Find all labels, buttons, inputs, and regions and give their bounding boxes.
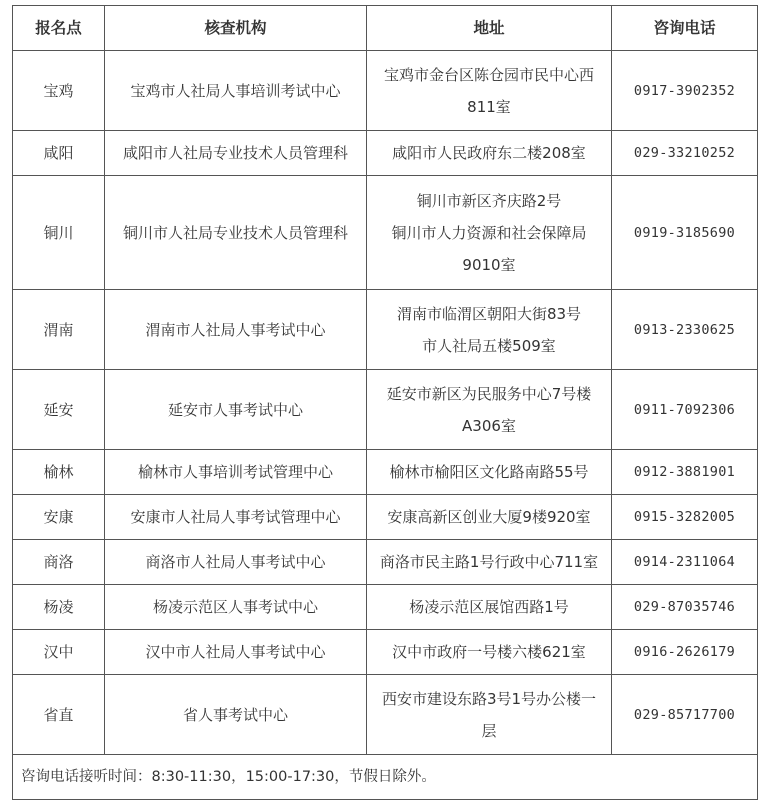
address-cell	[367, 630, 612, 675]
org-cell: 榆林市人事培训考试管理中心	[105, 450, 367, 495]
address-line: 铜川市新区齐庆路2号	[416, 191, 562, 210]
address-line: 铜川市人力资源和社会保障局	[391, 223, 587, 242]
org-cell: 杨凌示范区人事考试中心	[105, 585, 367, 630]
phone-cell: 0913-2330625	[612, 290, 758, 370]
site-cell: 咸阳	[13, 131, 105, 176]
phone-cell: 0911-7092306	[612, 370, 758, 450]
phone-cell: 0919-3185690	[612, 176, 758, 290]
phone-cell: 029-85717700	[612, 675, 758, 755]
header-org: 核查机构	[105, 6, 367, 51]
address-cell	[367, 131, 612, 176]
table-row	[13, 495, 758, 540]
org-cell: 安康市人社局人事考试管理中心	[105, 495, 367, 540]
hotline-hours-note: 咨询电话接听时间：8:30-11:30，15:00-17:30，节假日除外。	[13, 755, 758, 800]
header-address: 地址	[367, 6, 612, 51]
address-line: 安康高新区创业大厦9楼920室	[387, 508, 591, 526]
address-line: 延安市新区为民服务中心7号楼	[386, 384, 592, 403]
table-header-row	[13, 6, 758, 51]
org-cell: 汉中市人社局人事考试中心	[105, 630, 367, 675]
address-line: 西安市建设东路3号1号办公楼一	[381, 689, 597, 708]
site-cell: 宝鸡	[13, 51, 105, 131]
address-cell	[367, 495, 612, 540]
header-phone: 咨询电话	[612, 6, 758, 51]
address-line: A306室	[462, 416, 516, 435]
phone-cell: 029-33210252	[612, 131, 758, 176]
address-cell	[367, 450, 612, 495]
table-row	[13, 540, 758, 585]
address-line: 层	[481, 721, 497, 740]
org-cell: 宝鸡市人社局人事培训考试中心	[105, 51, 367, 131]
org-cell: 延安市人事考试中心	[105, 370, 367, 450]
address-cell	[367, 370, 612, 450]
table-row	[13, 450, 758, 495]
contact-table-container	[12, 5, 758, 800]
address-line: 渭南市临渭区朝阳大街83号	[396, 304, 582, 323]
address-line: 杨凌示范区展馆西路1号	[409, 598, 569, 616]
address-cell	[367, 585, 612, 630]
table-row	[13, 675, 758, 755]
org-cell: 省人事考试中心	[105, 675, 367, 755]
phone-cell: 0912-3881901	[612, 450, 758, 495]
phone-cell: 029-87035746	[612, 585, 758, 630]
site-cell: 省直	[13, 675, 105, 755]
registration-contact-table	[12, 5, 758, 800]
table-row	[13, 131, 758, 176]
table-row	[13, 370, 758, 450]
org-cell: 商洛市人社局人事考试中心	[105, 540, 367, 585]
table-row	[13, 290, 758, 370]
site-cell: 商洛	[13, 540, 105, 585]
phone-cell: 0917-3902352	[612, 51, 758, 131]
table-row	[13, 51, 758, 131]
address-line: 市人社局五楼509室	[422, 336, 556, 355]
site-cell: 榆林	[13, 450, 105, 495]
address-line: 汉中市政府一号楼六楼621室	[392, 643, 586, 661]
header-site: 报名点	[13, 6, 105, 51]
table-row	[13, 630, 758, 675]
address-line: 宝鸡市金台区陈仓园市民中心西	[383, 65, 594, 84]
address-line: 811室	[467, 97, 511, 116]
address-cell	[367, 675, 612, 755]
table-body	[13, 51, 758, 755]
site-cell: 铜川	[13, 176, 105, 290]
org-cell: 渭南市人社局人事考试中心	[105, 290, 367, 370]
phone-cell: 0914-2311064	[612, 540, 758, 585]
address-cell	[367, 290, 612, 370]
address-line: 咸阳市人民政府东二楼208室	[392, 144, 586, 162]
address-line: 9010室	[462, 255, 516, 274]
site-cell: 渭南	[13, 290, 105, 370]
address-cell	[367, 540, 612, 585]
footer-row	[13, 755, 758, 800]
org-cell: 铜川市人社局专业技术人员管理科	[105, 176, 367, 290]
table-row	[13, 176, 758, 290]
site-cell: 安康	[13, 495, 105, 540]
address-line: 商洛市民主路1号行政中心711室	[379, 553, 599, 571]
site-cell: 延安	[13, 370, 105, 450]
org-cell: 咸阳市人社局专业技术人员管理科	[105, 131, 367, 176]
site-cell: 杨凌	[13, 585, 105, 630]
phone-cell: 0916-2626179	[612, 630, 758, 675]
phone-cell: 0915-3282005	[612, 495, 758, 540]
table-row	[13, 585, 758, 630]
address-cell	[367, 51, 612, 131]
address-cell	[367, 176, 612, 290]
site-cell: 汉中	[13, 630, 105, 675]
address-line: 榆林市榆阳区文化路南路55号	[389, 463, 589, 481]
